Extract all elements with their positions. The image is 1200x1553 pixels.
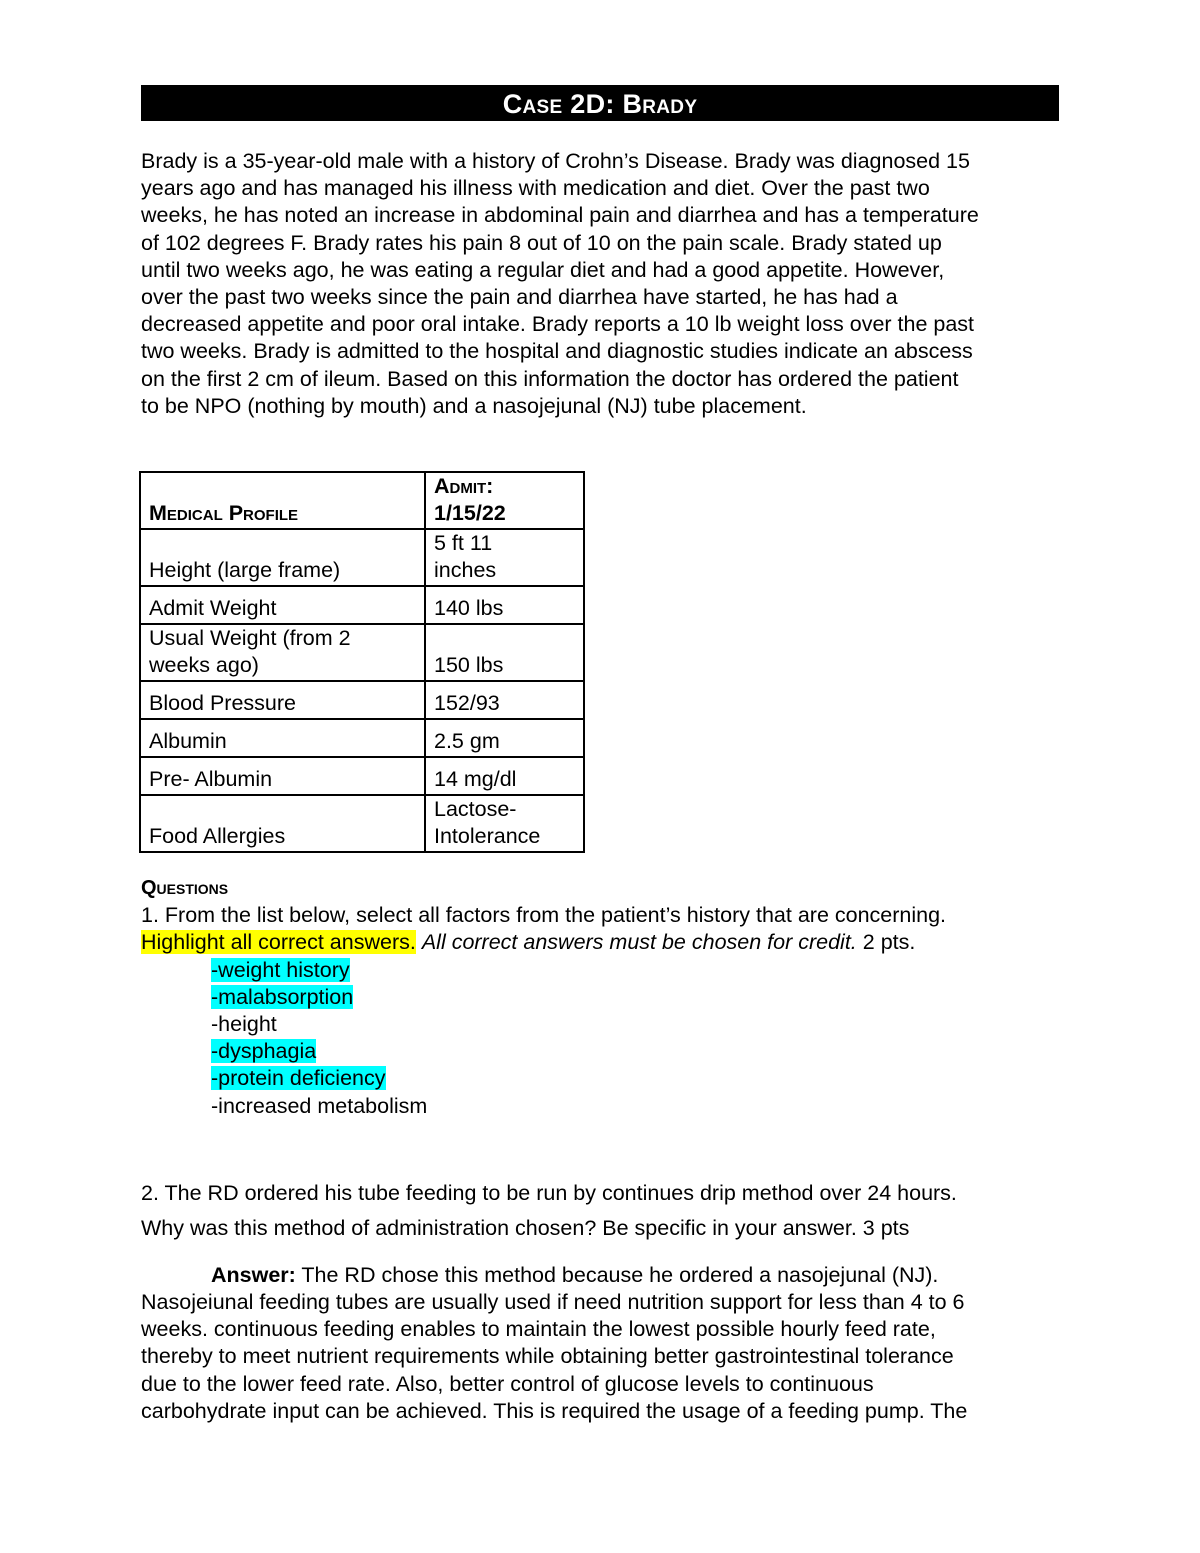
row-label: Blood Pressure: [140, 681, 425, 719]
row-label: Usual Weight (from 2 weeks ago): [140, 624, 425, 681]
row-value: 140 lbs: [425, 586, 584, 624]
question-1-points: 2 pts.: [862, 930, 916, 955]
highlight-instruction: Highlight all correct answers.: [141, 930, 416, 955]
table-row: [140, 719, 584, 757]
answer-block: [141, 1262, 1059, 1425]
questions-section: [141, 875, 1059, 1425]
question-1-instructions: [141, 929, 1059, 956]
row-value: 150 lbs: [425, 624, 584, 681]
row-value: 2.5 gm: [425, 719, 584, 757]
document-page: [141, 85, 1059, 1423]
questions-heading: Questions: [141, 877, 229, 899]
case-title: Case 2D: Brady: [141, 85, 1059, 121]
table-header-label: Medical Profile: [140, 472, 425, 529]
answer-label: Answer:: [211, 1262, 296, 1287]
table-row: [140, 624, 584, 681]
list-item: -increased metabolism: [211, 1093, 428, 1118]
table-header-row: [140, 472, 584, 529]
row-label: Height (large frame): [140, 529, 425, 586]
row-label: Admit Weight: [140, 586, 425, 624]
question-2-line-1: 2. The RD ordered his tube feeding to be run by continues drip method over 24 hours.: [141, 1180, 957, 1205]
question-1-text: 1. From the list below, select all factors from the patient’s history that are concerning.: [141, 903, 947, 928]
row-label: Albumin: [140, 719, 425, 757]
list-item: -malabsorption: [211, 984, 354, 1009]
table-row: [140, 795, 584, 852]
row-value: 14 mg/dl: [425, 757, 584, 795]
table-row: [140, 757, 584, 795]
row-value: 152/93: [425, 681, 584, 719]
table-row: [140, 681, 584, 719]
answer-first-line: The RD chose this method because he ordered a nasojejunal (NJ).: [295, 1262, 939, 1287]
case-intro-paragraph: Brady is a 35-year-old male with a history of Crohn’s Disease. Brady was diagnosed 15 years ago and has managed his illness with medication and diet. Over the past two weeks, he has noted an increase in abdominal pain and diarrhea and has a temperature of 102 degrees F. Brady rates his pain 8 out of 10 on the pain scale. Brady stated up until two weeks ago, he was eating a regular diet and had a good appetite. However, over the past two weeks since the pain and diarrhea have started, he has had a decreased appetite and poor oral intake. Brady reports a 10 lb weight loss over the past two weeks. Brady is admitted to the hospital and diagnostic studies indicate an abscess on the first 2 cm of ileum. Based on this information the doctor has ordered the patient to be NPO (nothing by mouth) and a nasojejunal (NJ) tube placement.: [141, 149, 979, 418]
list-item: -weight history: [211, 957, 350, 982]
row-value: 5 ft 11 inches: [425, 529, 584, 586]
list-item: -height: [211, 1012, 277, 1037]
medical-profile-table: [139, 471, 585, 853]
table-header-admit: Admit: 1/15/22: [425, 472, 584, 529]
table-row: [140, 586, 584, 624]
question-2-line-2: Why was this method of administration chosen? Be specific in your answer. 3 pts: [141, 1215, 910, 1240]
credit-note: All correct answers must be chosen for credit.: [421, 930, 857, 955]
row-value: Lactose- Intolerance: [425, 795, 584, 852]
row-label: Food Allergies: [140, 795, 425, 852]
row-label: Pre- Albumin: [140, 757, 425, 795]
list-item: -dysphagia: [211, 1039, 317, 1064]
table-row: [140, 529, 584, 586]
answer-text: Nasojeiunal feeding tubes are usually used if need nutrition support for less than 4 to 6 weeks. continuous feeding enables to maintain the lowest possible hourly feed rate, thereby to meet nutrient requirements while obtaining better gastrointestinal tolerance due to the lower feed rate. Also, better control of glucose levels to continuous carbohydrate input can be achieved. This is required the usage of a feeding pump. The: [141, 1290, 968, 1423]
question-2: [141, 1176, 1059, 1246]
list-item: -protein deficiency: [211, 1066, 386, 1091]
